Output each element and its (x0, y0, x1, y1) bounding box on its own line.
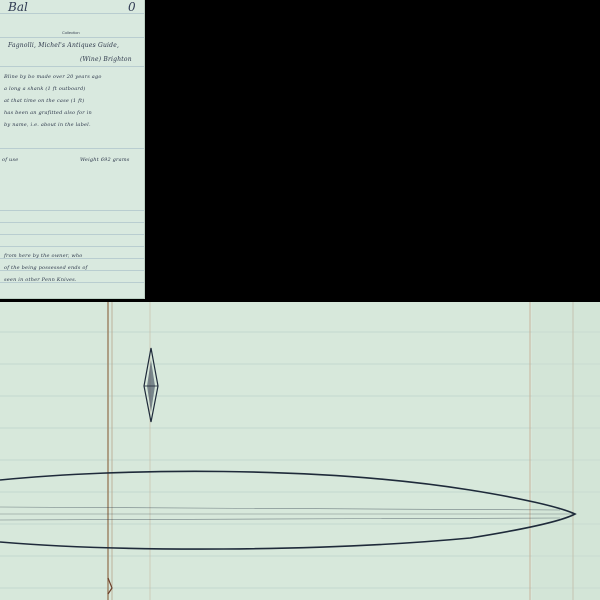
card-rule (0, 148, 144, 149)
blade-outline (0, 471, 575, 549)
provenance-line: Fagnolli, Michel's Antiques Guide, (8, 42, 120, 49)
note-line: of the being possessed ends of (4, 265, 88, 271)
description-line: Bline by bo made over 20 years ago (4, 74, 102, 80)
card-rule (0, 234, 144, 235)
card-rule (0, 66, 144, 67)
blade-drawing (0, 302, 600, 600)
measure-text: of use (2, 157, 19, 163)
index-card (0, 0, 145, 299)
card-reference: Bal (8, 0, 28, 14)
note-line: seen in other Penn Knives. (4, 277, 77, 283)
provenance-line: (Wine) Brighton (80, 56, 132, 63)
card-rule (0, 210, 144, 211)
description-line: at that time on the case (1 ft) (4, 98, 85, 104)
card-rule (0, 246, 144, 247)
description-line: has been an grafitted also for in (4, 110, 92, 116)
card-corner-mark: 0 (128, 0, 136, 14)
card-rule (0, 37, 144, 38)
collection-label: Collection (62, 30, 80, 35)
ruled-lines (0, 332, 600, 588)
weight-text: Weight 692 grams (80, 157, 130, 163)
description-line: a long a shank (1 ft outboard) (4, 86, 86, 92)
description-line: by name, i.e. about in the label. (4, 122, 91, 128)
cross-section-diamond (144, 348, 158, 422)
drawing-sheet (0, 302, 600, 600)
card-rule (0, 222, 144, 223)
note-line: from here by the owner, who (4, 253, 83, 259)
sheet-edge (532, 302, 600, 600)
